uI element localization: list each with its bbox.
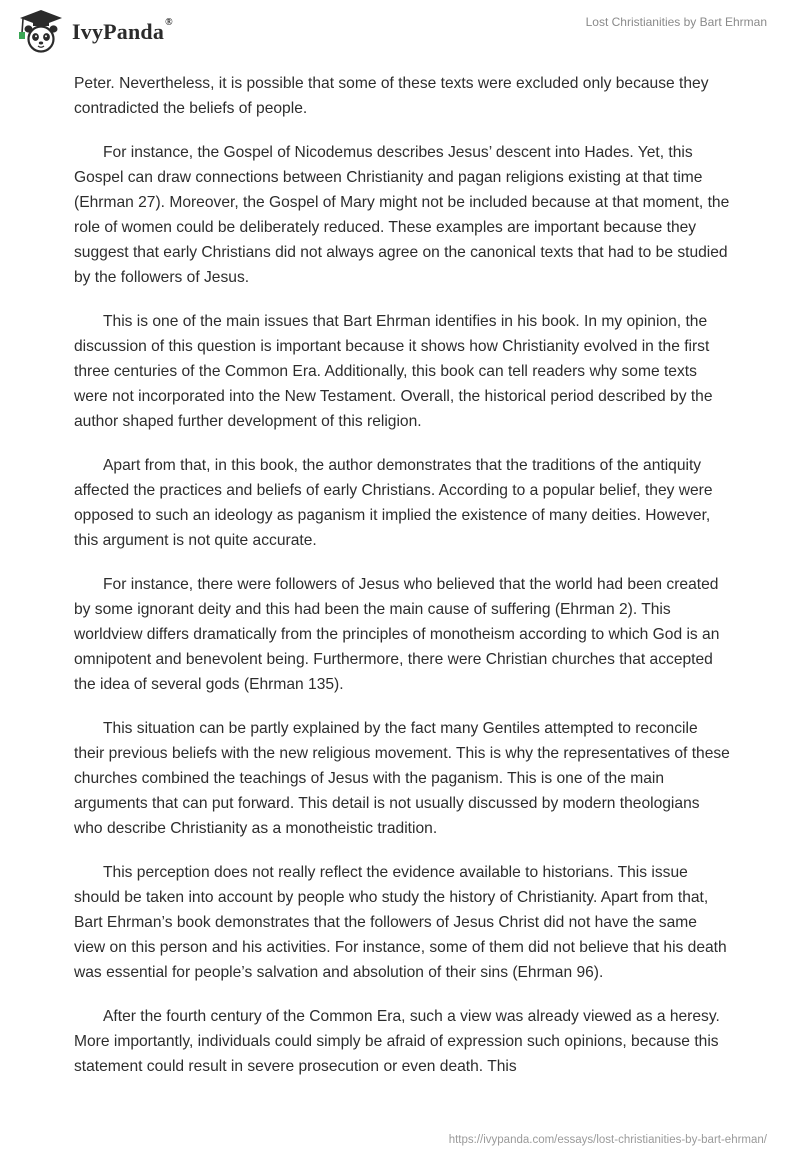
page-header: [0, 0, 800, 60]
paragraph: This is one of the main issues that Bart Ehrman identifies in his book. In my opinion, the discussion of this question is important because it shows how Christianity evolved in the first three centuries of the Common Era. Additionally, this book can tell readers why some texts were not incorporated into the New Testament. Overall, the historical period described by the author shaped further development of this religion.: [74, 313, 713, 430]
logo-wordmark: IvyPanda®: [72, 17, 173, 44]
panda-graduate-icon: [14, 8, 66, 54]
paragraph: For instance, the Gospel of Nicodemus describes Jesus’ descent into Hades. Yet, this Gospel can draw connections between Christianity and pagan religions existing at that time (Ehrman 27). Moreover, the Gospel of Mary might not be included because at that moment, the role of women could be deliberately reduced. These examples are important because they suggest that early Christians did not always agree on the canonical texts that had to be studied by the followers of Jesus.: [74, 144, 730, 286]
source-url-link[interactable]: https://ivypanda.com/essays/lost-christianities-by-bart-ehrman/: [448, 1134, 767, 1146]
running-title: Lost Christianities by Bart Ehrman: [585, 15, 767, 29]
ivypanda-logo[interactable]: [14, 8, 173, 54]
paragraph: Peter. Nevertheless, it is possible that some of these texts were excluded only because they contradicted the beliefs of people.: [74, 75, 709, 117]
paragraph: This perception does not really reflect the evidence available to historians. This issue should be taken into account by people who study the history of Christianity. Apart from that, Bart Ehrman’s book demonstrates that the followers of Jesus Christ did not have the same view on this person and his activities. For instance, some of them did not believe that his death was essential for people’s salvation and absolution of their sins (Ehrman 96).: [74, 864, 727, 981]
registered-mark: ®: [165, 17, 173, 28]
paragraph: After the fourth century of the Common Era, such a view was already viewed as a heresy. More importantly, individuals could simply be afraid of expression such opinions, because this statement could result in severe prosecution or even death. This: [74, 1008, 720, 1075]
paragraph: Apart from that, in this book, the author demonstrates that the traditions of the antiquity affected the practices and beliefs of early Christians. According to a popular belief, they were opposed to such an ideology as paganism it implied the existence of many deities. However, this argument is not quite accurate.: [74, 457, 713, 549]
essay-body: [74, 71, 730, 1098]
paragraph: This situation can be partly explained by the fact many Gentiles attempted to reconcile their previous beliefs with the new religious movement. This is why the representatives of these churches combined the teachings of Jesus with the paganism. This is one of the main arguments that can put forward. This detail is not usually discussed by modern theologians who describe Christianity as a monotheistic tradition.: [74, 720, 730, 837]
paragraph: For instance, there were followers of Jesus who believed that the world had been created by some ignorant deity and this had been the main cause of suffering (Ehrman 2). This worldview differs dramatically from the principles of monotheism according to which God is an omnipotent and benevolent being. Furthermore, there were Christian churches that accepted the idea of several gods (Ehrman 135).: [74, 576, 720, 693]
